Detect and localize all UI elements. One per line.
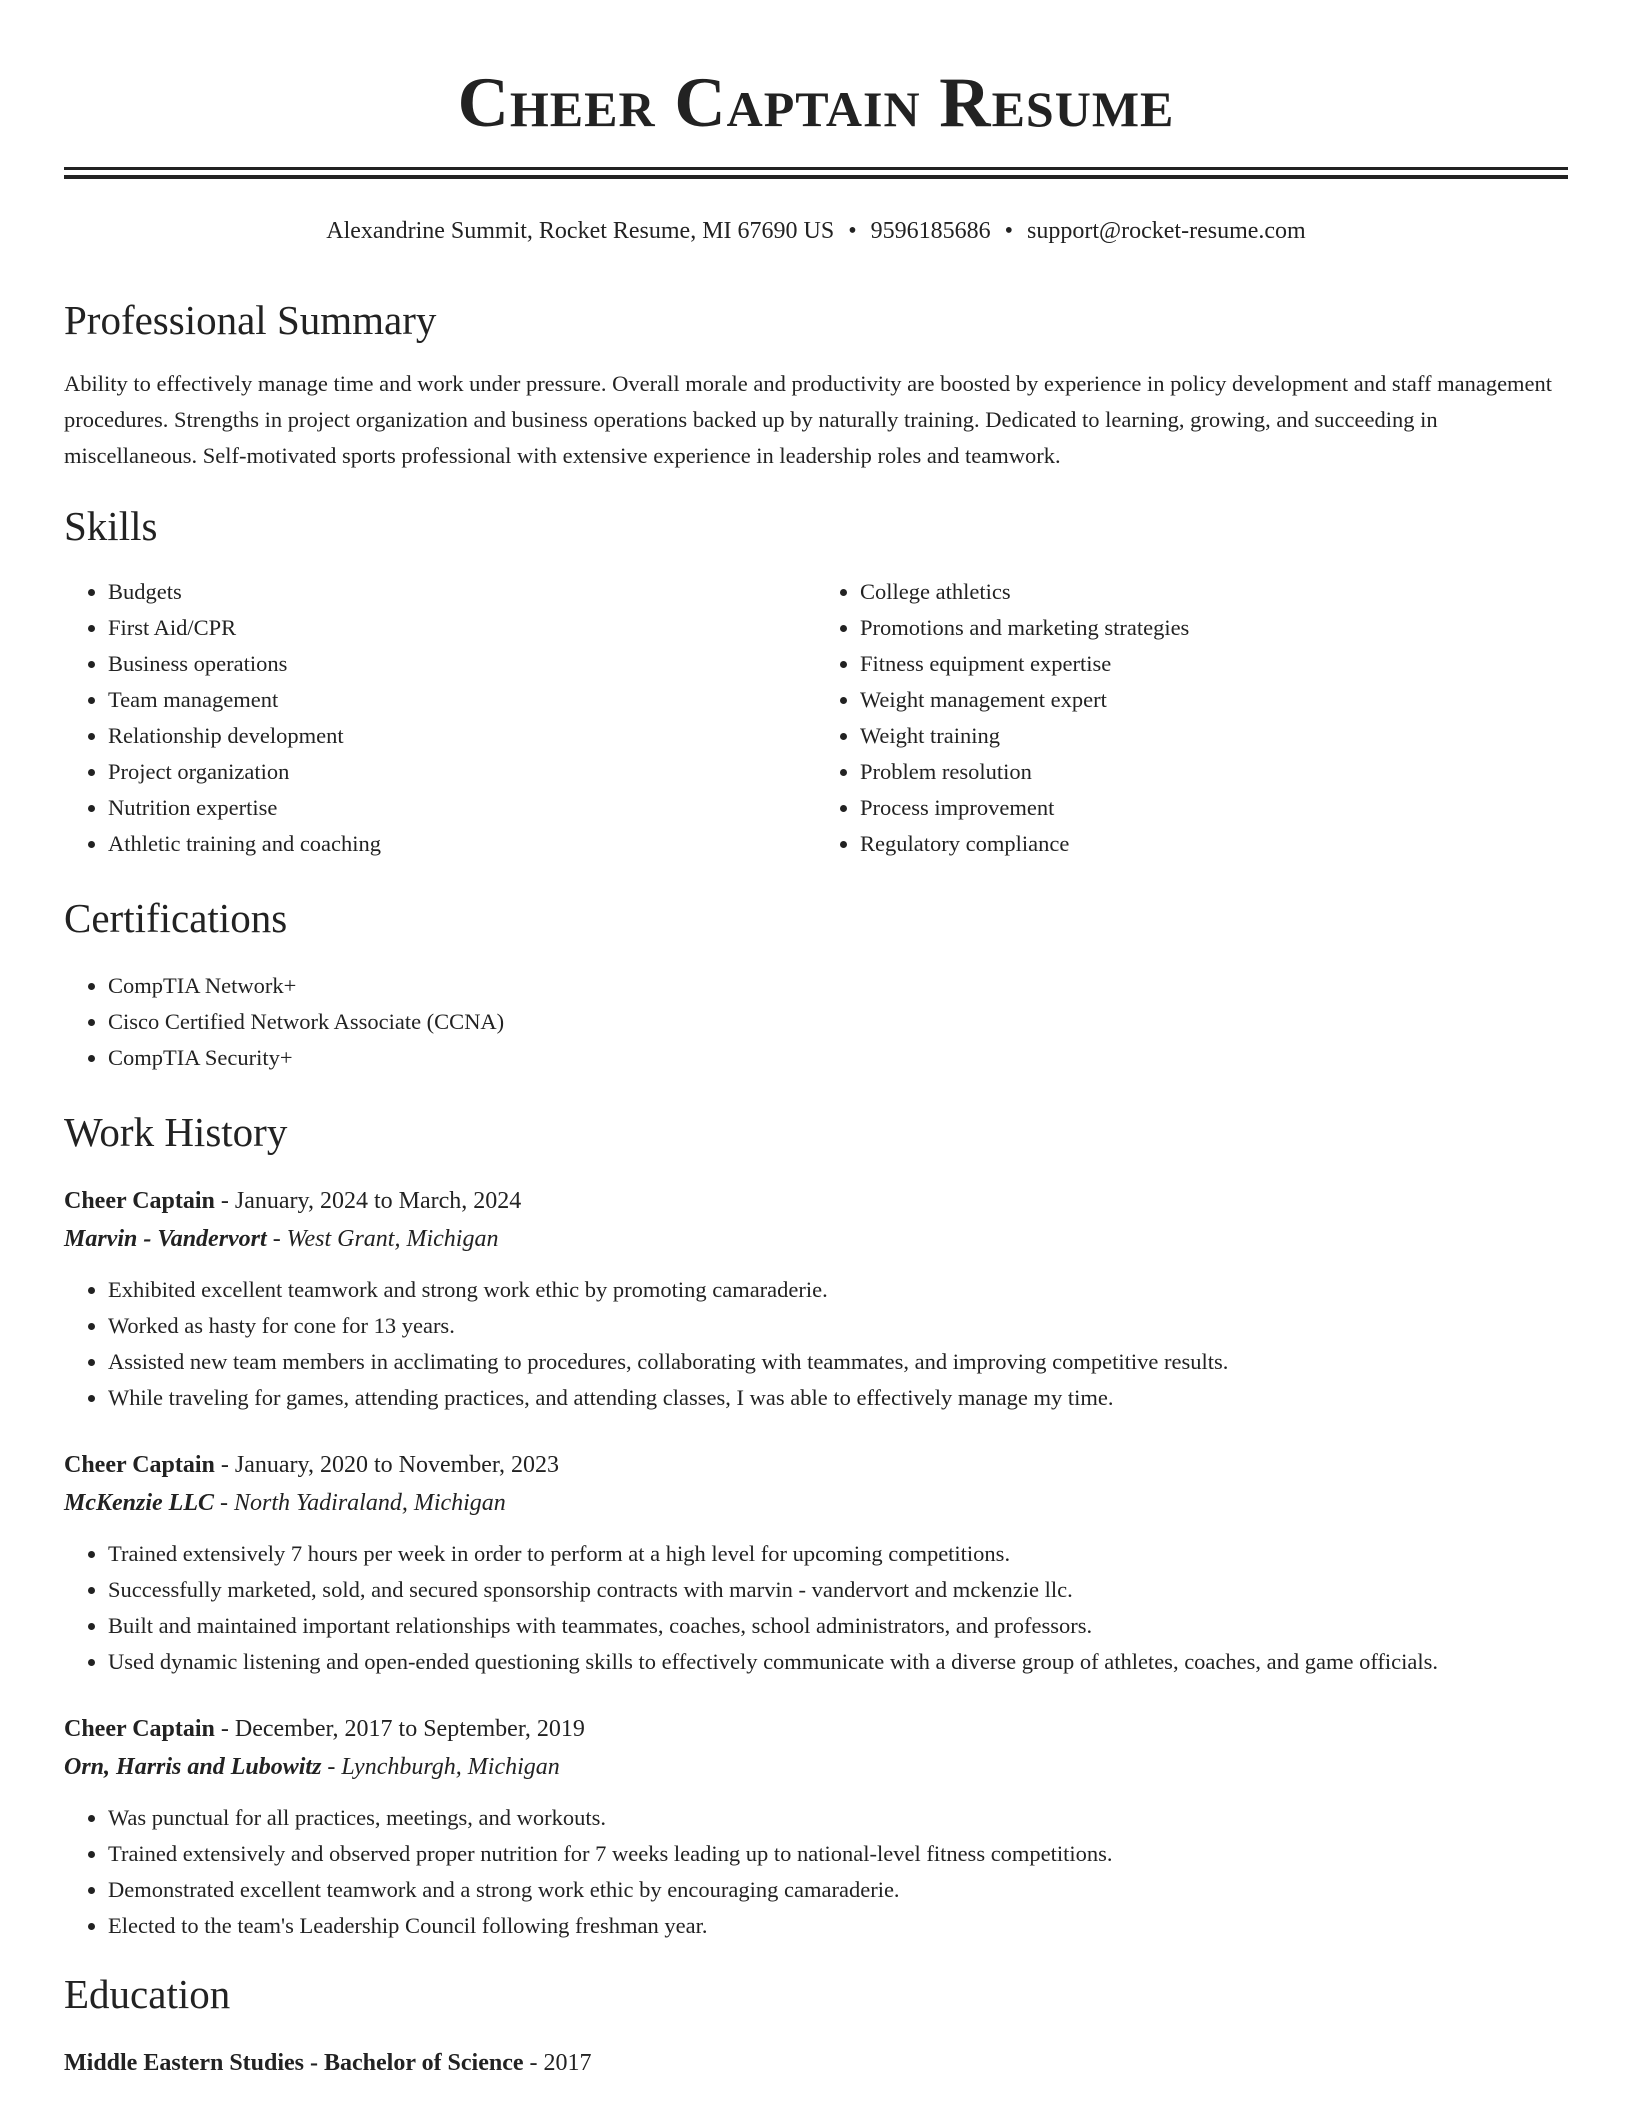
education-section — [64, 1966, 1568, 2082]
job-bullet: • Worked as hasty for cone for 13 years. — [108, 1308, 1568, 1344]
certifications-section — [64, 890, 1568, 1076]
skill-item: • Project organization — [108, 754, 816, 790]
job-bullet: • Exhibited excellent teamwork and strong work ethic by promoting camaraderie. — [108, 1272, 1568, 1308]
skill-item: • First Aid/CPR — [108, 610, 816, 646]
job-bullets — [64, 1272, 1568, 1416]
skill-item: • Business operations — [108, 646, 816, 682]
summary-heading: Professional Summary — [64, 297, 437, 343]
job-title-line — [64, 1182, 1568, 1220]
skill-item: • Regulatory compliance — [860, 826, 1568, 862]
job-title: Cheer Captain — [64, 1716, 215, 1742]
skill-item: • Problem resolution — [860, 754, 1568, 790]
job-dates: - December, 2017 to September, 2019 — [214, 1716, 585, 1742]
education-entry — [64, 2044, 1568, 2082]
job-dates: - January, 2020 to November, 2023 — [214, 1452, 559, 1478]
job-bullet: • Was punctual for all practices, meetings, and workouts. — [108, 1800, 1568, 1836]
skill-item: • Process improvement — [860, 790, 1568, 826]
skill-item: • Weight training — [860, 718, 1568, 754]
job-bullets — [64, 1800, 1568, 1944]
contact-line — [0, 214, 1632, 248]
job-bullet: • Used dynamic listening and open-ended questioning skills to effectively communicate with a diverse group of athletes, coaches, and game officials. — [108, 1644, 1568, 1680]
title-rule-bottom — [64, 175, 1568, 179]
skills-left-list — [64, 574, 816, 862]
certification-item: • Cisco Certified Network Associate (CCNA) — [108, 1004, 1568, 1040]
skill-item: • College athletics — [860, 574, 1568, 610]
skill-item: • Athletic training and coaching — [108, 826, 816, 862]
work-history-section — [64, 1104, 1568, 1944]
education-heading: Education — [64, 1971, 231, 2017]
job-bullet: • While traveling for games, attending practices, and attending classes, I was able to effectively manage my time. — [108, 1380, 1568, 1416]
job-company-line — [64, 1748, 1568, 1786]
contact-separator: • — [1004, 218, 1014, 244]
skill-item: • Relationship development — [108, 718, 816, 754]
job-location: - Lynchburgh, Michigan — [321, 1754, 560, 1780]
skill-item: • Weight management expert — [860, 682, 1568, 718]
job-title-line — [64, 1446, 1568, 1484]
skill-item: • Promotions and marketing strategies — [860, 610, 1568, 646]
certifications-list — [64, 968, 1568, 1076]
skill-item: • Nutrition expertise — [108, 790, 816, 826]
skills-right-list — [816, 574, 1568, 862]
job-company: McKenzie LLC — [64, 1490, 214, 1516]
certifications-heading: Certifications — [64, 895, 288, 941]
job-title: Cheer Captain — [64, 1188, 215, 1214]
job-company-line — [64, 1484, 1568, 1522]
certification-item: • CompTIA Network+ — [108, 968, 1568, 1004]
contact-phone: 9596185686 — [870, 218, 991, 244]
job-company: Orn, Harris and Lubowitz — [64, 1754, 322, 1780]
resume-title: Cheer Captain Resume — [457, 64, 1175, 142]
job-bullet: • Assisted new team members in acclimating to procedures, collaborating with teammates, and improving competitive results. — [108, 1344, 1568, 1380]
resume-content — [64, 292, 1568, 2082]
job-bullet: • Built and maintained important relationships with teammates, coaches, school administrators, and professors. — [108, 1608, 1568, 1644]
contact-separator: • — [848, 218, 857, 244]
job-location: - West Grant, Michigan — [266, 1226, 499, 1252]
job-location: - North Yadiraland, Michigan — [214, 1490, 506, 1516]
skills-heading: Skills — [64, 503, 158, 549]
job-company: Marvin - Vandervort — [64, 1226, 267, 1252]
job-entry — [64, 1182, 1568, 1416]
title-rule-top — [64, 167, 1568, 170]
summary-section — [64, 292, 1568, 474]
skills-columns — [64, 574, 1568, 862]
job-entry — [64, 1446, 1568, 1680]
job-dates: - January, 2024 to March, 2024 — [214, 1188, 522, 1214]
contact-address: Alexandrine Summit, Rocket Resume, MI 67690 US — [326, 218, 835, 244]
skill-item: • Budgets — [108, 574, 816, 610]
education-year: - 2017 — [523, 2050, 592, 2076]
job-entry — [64, 1710, 1568, 1944]
skills-section — [64, 498, 1568, 862]
job-bullet: • Demonstrated excellent teamwork and a strong work ethic by encouraging camaraderie. — [108, 1872, 1568, 1908]
job-bullet: • Elected to the team's Leadership Council following freshman year. — [108, 1908, 1568, 1944]
education-degree: Middle Eastern Studies - Bachelor of Science — [64, 2050, 524, 2076]
contact-email: support@rocket-resume.com — [1027, 218, 1306, 244]
job-bullet: • Trained extensively and observed proper nutrition for 7 weeks leading up to national-level fitness competitions. — [108, 1836, 1568, 1872]
certification-item: • CompTIA Security+ — [108, 1040, 1568, 1076]
job-bullet: • Trained extensively 7 hours per week in order to perform at a high level for upcoming competitions. — [108, 1536, 1568, 1572]
job-company-line — [64, 1220, 1568, 1258]
work-history-heading: Work History — [64, 1109, 288, 1155]
job-bullet: • Successfully marketed, sold, and secured sponsorship contracts with marvin - vandervort and mckenzie llc. — [108, 1572, 1568, 1608]
job-title-line — [64, 1710, 1568, 1748]
job-title: Cheer Captain — [64, 1452, 215, 1478]
skill-item: • Team management — [108, 682, 816, 718]
job-bullets — [64, 1536, 1568, 1680]
skill-item: • Fitness equipment expertise — [860, 646, 1568, 682]
summary-text: Ability to effectively manage time and work under pressure. Overall morale and productivity are boosted by experience in policy development and staff management procedures. Strengths in project organization and business operations backed up by naturally training. Dedicated to learning, growing, and succeeding in miscellaneous. Self-motivated sports professional with extensive experience in leadership roles and teamwork. — [64, 371, 1553, 468]
